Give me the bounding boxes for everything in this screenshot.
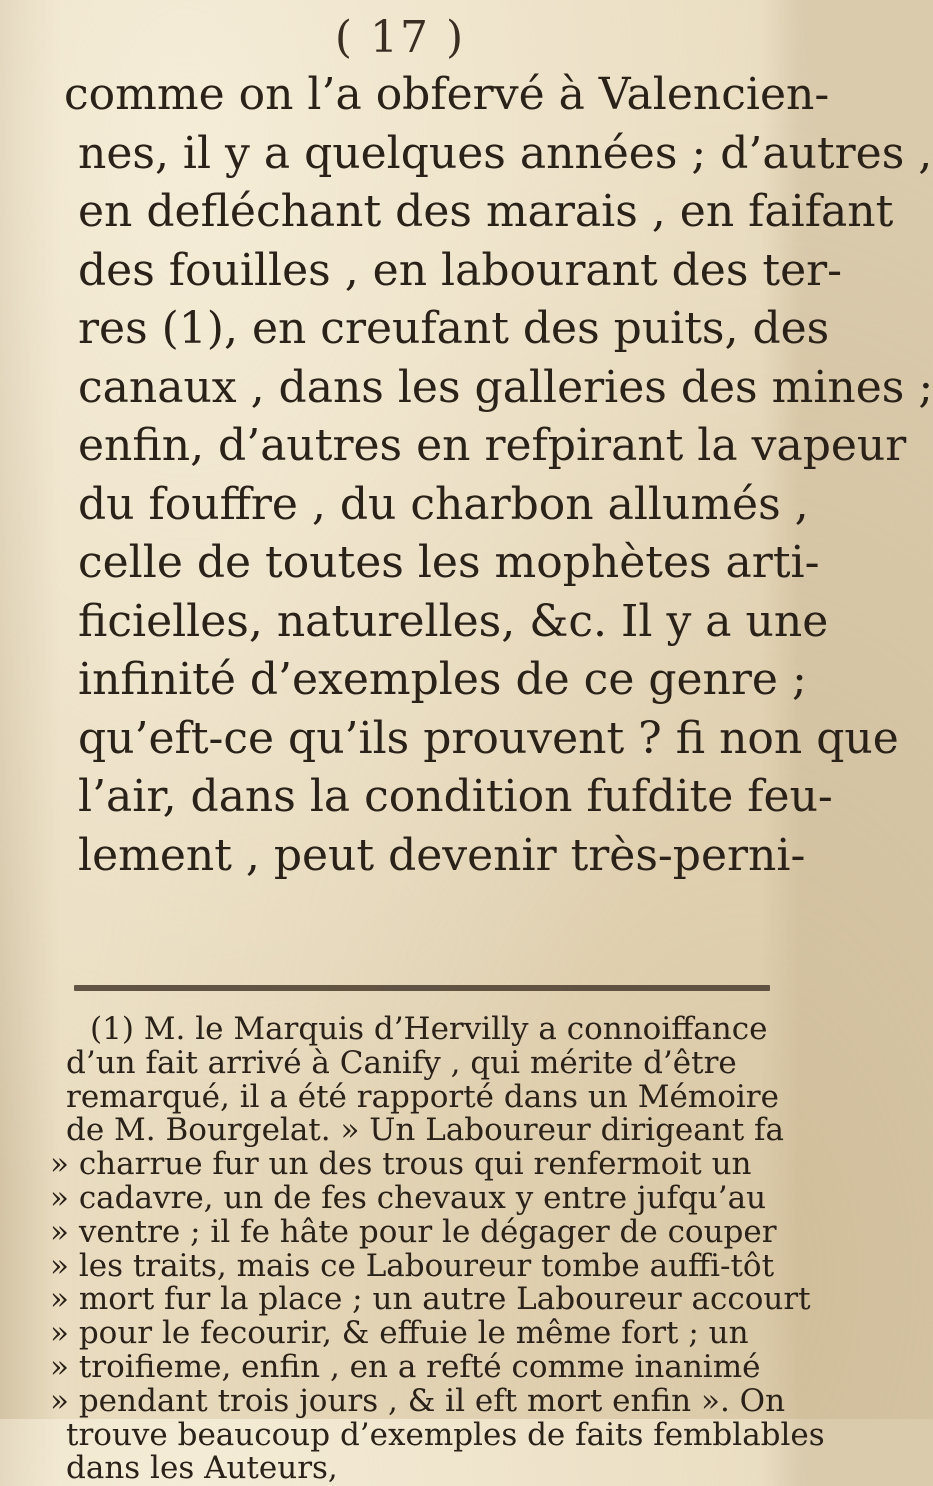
main-line: l’air, dans la condition fufdite feu- bbox=[78, 771, 833, 822]
footnote-line: (1) M. le Marquis d’Hervilly a connoiffance bbox=[90, 1011, 768, 1047]
main-text-block bbox=[48, 66, 933, 885]
main-line: qu’eft-ce qu’ils prouvent ? fi non que bbox=[78, 712, 899, 764]
footnote-line: trouve beaucoup d’exemples de faits femblables bbox=[66, 1416, 825, 1453]
footnote-line: » pour le fecourir, & effuie le même fort ; un bbox=[50, 1315, 749, 1352]
footnote-line: » les traits, mais ce Laboureur tombe auffi-tôt bbox=[50, 1247, 775, 1284]
footnote-block bbox=[50, 1011, 825, 1486]
main-line: lement , peut devenir très-perni- bbox=[78, 829, 806, 881]
main-line: comme on l’a obfervé à Valencien- bbox=[64, 69, 830, 120]
footnote-line: » cadavre, un de fes chevaux y entre jufqu’au bbox=[50, 1179, 767, 1216]
main-line: res (1), en creufant des puits, des bbox=[78, 303, 830, 354]
main-line: ficielles, naturelles, &c. Il y a une bbox=[78, 595, 829, 647]
footnote-line: » mort fur la place ; un autre Laboureur accourt bbox=[50, 1281, 811, 1318]
main-line: en defléchant des marais , en faifant bbox=[78, 186, 894, 237]
footnote-divider bbox=[74, 985, 770, 991]
main-line: nes, il y a quelques années ; d’autres , bbox=[78, 127, 933, 179]
footnote-line: dans les Auteurs, bbox=[66, 1450, 338, 1486]
footnote-line: » troifieme, enfin , en a refté comme inanimé bbox=[50, 1348, 761, 1385]
main-line: infinité d’exemples de ce genre ; bbox=[78, 654, 807, 705]
footnote-line: » ventre ; il fe hâte pour le dégager de couper bbox=[50, 1213, 777, 1250]
main-line: du fouffre , du charbon allumés , bbox=[78, 478, 809, 530]
main-line: canaux , dans les galleries des mines ; bbox=[78, 361, 933, 413]
main-line: celle de toutes les mophètes arti- bbox=[78, 537, 820, 588]
footnote-line: » pendant trois jours , & il eft mort enfin ». On bbox=[50, 1382, 786, 1419]
page-number: ( 17 ) bbox=[334, 12, 466, 63]
footnote-line: d’un fait arrivé à Canify , qui mérite d’être bbox=[66, 1044, 737, 1081]
footnote-line: de M. Bourgelat. » Un Laboureur dirigeant fa bbox=[66, 1112, 784, 1149]
footnote-line: » charrue fur un des trous qui renfermoit un bbox=[50, 1146, 752, 1183]
main-line: des fouilles , en labourant des ter- bbox=[78, 244, 843, 296]
footnote-line: remarqué, il a été rapporté dans un Mémoire bbox=[66, 1078, 779, 1115]
main-line: enfin, d’autres en refpirant la vapeur bbox=[78, 420, 907, 471]
